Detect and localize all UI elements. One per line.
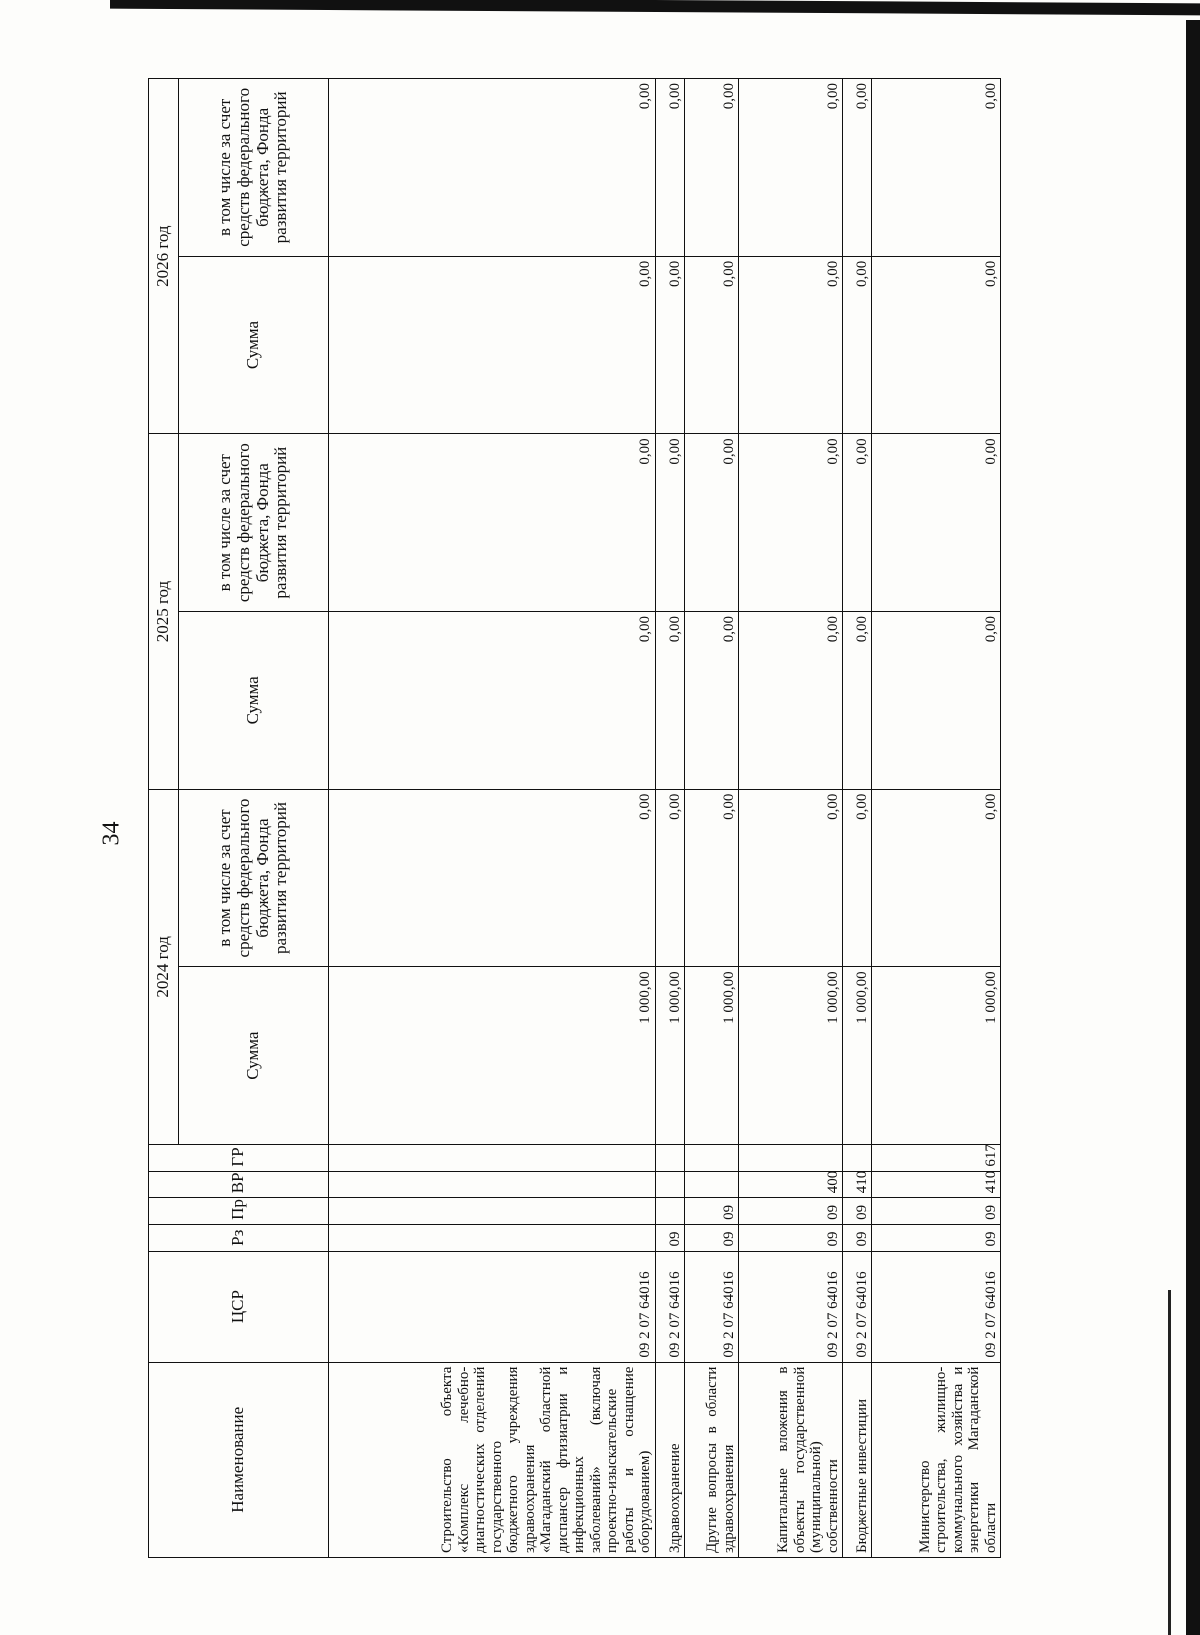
row-gr <box>739 1144 843 1171</box>
row-sum-2024: 1 000,00 <box>843 967 872 1145</box>
row-federal-2026: 0,00 <box>685 79 739 257</box>
row-rz: 09 <box>685 1224 739 1251</box>
row-federal-2025: 0,00 <box>843 434 872 612</box>
row-pr <box>655 1198 684 1225</box>
row-federal-2026: 0,00 <box>329 79 656 257</box>
row-csr: 09 2 07 64016 <box>872 1251 1001 1362</box>
scan-side-edge <box>1168 1290 1171 1635</box>
row-federal-2024: 0,00 <box>329 789 656 967</box>
row-sum-2025: 0,00 <box>872 612 1001 790</box>
row-gr <box>329 1144 656 1171</box>
header-year-2025: 2025 год <box>149 434 179 789</box>
header-vr: ВР <box>149 1171 329 1198</box>
row-federal-2024: 0,00 <box>685 789 739 967</box>
header-sum-2026: Сумма <box>179 256 329 434</box>
header-federal-2025: в том числе за счет средств федерального бюджета, Фонда развития территорий <box>179 434 329 612</box>
header-gr: ГР <box>149 1144 329 1171</box>
row-vr <box>655 1171 684 1198</box>
row-name: Бюджетные инвестиции <box>843 1362 872 1557</box>
row-csr: 09 2 07 64016 <box>739 1251 843 1362</box>
header-federal-2024: в том числе за счет средств федерального бюджета, Фонда развития территорий <box>179 789 329 967</box>
row-federal-2024: 0,00 <box>843 789 872 967</box>
row-federal-2026: 0,00 <box>872 79 1001 257</box>
row-vr: 400 <box>739 1171 843 1198</box>
row-sum-2024: 1 000,00 <box>872 967 1001 1145</box>
row-pr: 09 <box>843 1198 872 1225</box>
row-federal-2024: 0,00 <box>739 789 843 967</box>
row-name: Здравоохранение <box>655 1362 684 1557</box>
row-sum-2025: 0,00 <box>685 612 739 790</box>
row-csr: 09 2 07 64016 <box>655 1251 684 1362</box>
row-vr <box>685 1171 739 1198</box>
row-sum-2025: 0,00 <box>329 612 656 790</box>
row-federal-2026: 0,00 <box>843 79 872 257</box>
row-pr: 09 <box>685 1198 739 1225</box>
table-row <box>843 79 872 1558</box>
row-vr: 410 <box>872 1171 1001 1198</box>
budget-table <box>148 78 1001 1558</box>
row-federal-2025: 0,00 <box>655 434 684 612</box>
header-year-2026: 2026 год <box>149 79 179 434</box>
header-sum-2024: Сумма <box>179 967 329 1145</box>
table-row <box>685 79 739 1558</box>
row-pr: 09 <box>739 1198 843 1225</box>
table-row <box>872 79 1001 1558</box>
row-name: Капитальные вложения в объекты государственной (муниципальной) собственности <box>739 1362 843 1557</box>
row-sum-2024: 1 000,00 <box>685 967 739 1145</box>
row-sum-2026: 0,00 <box>739 256 843 434</box>
row-federal-2026: 0,00 <box>739 79 843 257</box>
row-sum-2024: 1 000,00 <box>329 967 656 1145</box>
row-pr: 09 <box>872 1198 1001 1225</box>
header-rz: Рз <box>149 1224 329 1251</box>
table-row <box>329 79 656 1558</box>
row-gr: 617 <box>872 1144 1001 1171</box>
row-federal-2024: 0,00 <box>655 789 684 967</box>
scan-top-border <box>110 0 1200 15</box>
header-sum-2025: Сумма <box>179 612 329 790</box>
row-sum-2024: 1 000,00 <box>655 967 684 1145</box>
row-pr <box>329 1198 656 1225</box>
row-csr: 09 2 07 64016 <box>843 1251 872 1362</box>
row-federal-2025: 0,00 <box>739 434 843 612</box>
row-gr <box>655 1144 684 1171</box>
row-sum-2025: 0,00 <box>655 612 684 790</box>
row-csr: 09 2 07 64016 <box>685 1251 739 1362</box>
rotated-table-container <box>148 78 1001 1558</box>
row-gr <box>685 1144 739 1171</box>
row-vr: 410 <box>843 1171 872 1198</box>
row-federal-2025: 0,00 <box>872 434 1001 612</box>
row-rz: 09 <box>843 1224 872 1251</box>
row-sum-2024: 1 000,00 <box>739 967 843 1145</box>
row-sum-2026: 0,00 <box>329 256 656 434</box>
row-name: Министерство строительства, жилищно-коммунального хозяйства и энергетики Магаданской области <box>872 1362 1001 1557</box>
row-gr <box>843 1144 872 1171</box>
row-federal-2025: 0,00 <box>329 434 656 612</box>
row-name: Строительство объекта «Комплекс лечебно-диагностических отделений государственного бюджетного учреждения здравоохранения «Магаданский областной диспансер фтизиатрии и инфекционных заболеваний» (включая проектно-изыскательские работы и оснащение оборудованием) <box>329 1362 656 1557</box>
row-sum-2026: 0,00 <box>685 256 739 434</box>
page-number: 34 <box>98 821 125 846</box>
header-name: Наименование <box>149 1362 329 1557</box>
row-federal-2024: 0,00 <box>872 789 1001 967</box>
header-year-2024: 2024 год <box>149 789 179 1144</box>
table-row <box>739 79 843 1558</box>
row-federal-2025: 0,00 <box>685 434 739 612</box>
header-csr: ЦСР <box>149 1251 329 1362</box>
row-vr <box>329 1171 656 1198</box>
row-rz: 09 <box>655 1224 684 1251</box>
row-rz <box>329 1224 656 1251</box>
row-rz: 09 <box>739 1224 843 1251</box>
row-sum-2025: 0,00 <box>739 612 843 790</box>
scan-right-border <box>1186 20 1200 1635</box>
row-federal-2026: 0,00 <box>655 79 684 257</box>
header-pr: Пр <box>149 1198 329 1225</box>
row-sum-2026: 0,00 <box>843 256 872 434</box>
table-body <box>329 79 1001 1558</box>
row-rz: 09 <box>872 1224 1001 1251</box>
table-row <box>655 79 684 1558</box>
header-federal-2026: в том числе за счет средств федерального бюджета, Фонда развития территорий <box>179 79 329 257</box>
row-sum-2025: 0,00 <box>843 612 872 790</box>
row-name: Другие вопросы в области здравоохранения <box>685 1362 739 1557</box>
row-csr: 09 2 07 64016 <box>329 1251 656 1362</box>
row-sum-2026: 0,00 <box>872 256 1001 434</box>
row-sum-2026: 0,00 <box>655 256 684 434</box>
